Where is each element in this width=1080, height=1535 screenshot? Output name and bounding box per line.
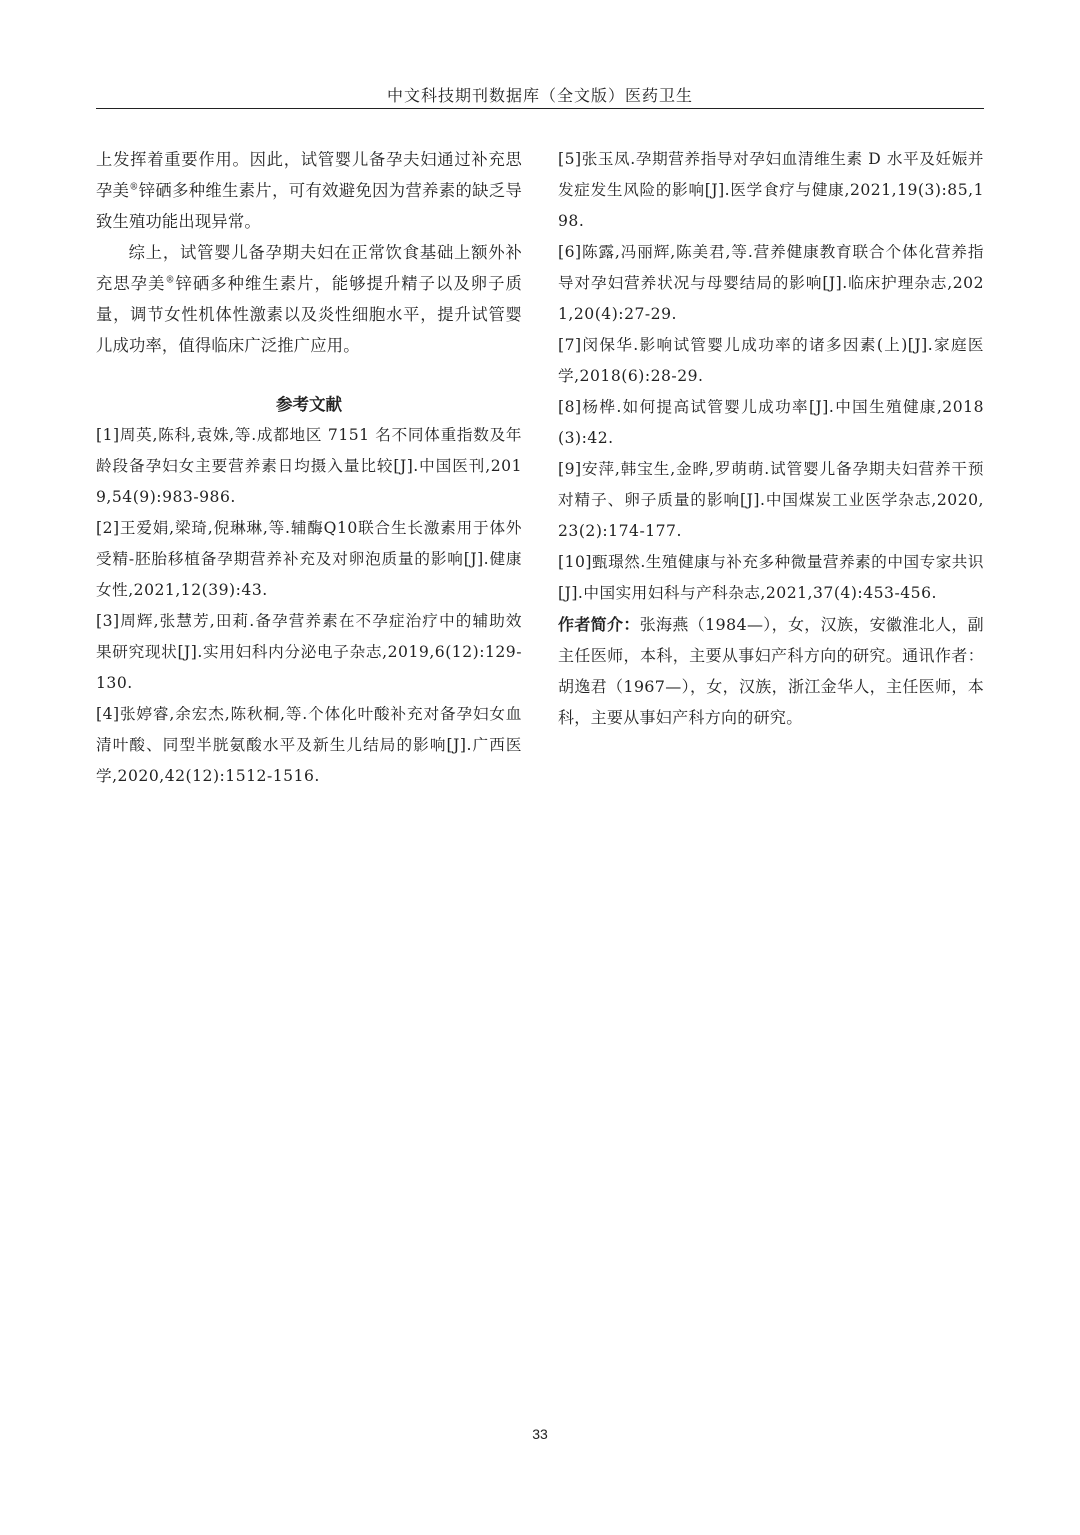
reference-item-1: [1]周英,陈科,袁姝,等.成都地区 7151 名不同体重指数及年龄段备孕妇女主要营养素日均摄入量比较[J].中国医刊,2019,54(9):983-986.: [96, 426, 522, 506]
para2-text-b: 锌硒多种维生素片，能够提升精子以及卵子质量，调节女性机体性激素以及炎性细胞水平，提升试管婴儿成功率，值得临床广泛推广应用。: [96, 274, 522, 355]
reference-item-8: [8]杨桦.如何提高试管婴儿成功率[J].中国生殖健康,2018(3):42.: [558, 398, 984, 447]
reference-item-7: [7]闵保华.影响试管婴儿成功率的诸多因素(上)[J].家庭医学,2018(6):28-29.: [558, 336, 984, 385]
right-column: [558, 144, 984, 733]
registered-mark: ®: [129, 182, 139, 193]
reference-item-10: [10]甄璟然.生殖健康与补充多种微量营养素的中国专家共识[J].中国实用妇科与产科杂志,2021,37(4):453-456.: [558, 553, 984, 602]
para1-text-b: 锌硒多种维生素片，可有效避免因为营养素的缺乏导致生殖功能出现异常。: [96, 181, 522, 231]
reference-item-3: [3]周辉,张慧芳,田莉.备孕营养素在不孕症治疗中的辅助效果研究现状[J].实用妇科内分泌电子杂志,2019,6(12):129-130.: [96, 612, 522, 692]
author-bio-label: 作者简介：: [558, 615, 640, 634]
header-rule: [96, 108, 984, 109]
para1-text-a: 上发挥着重要作用。因此，试管婴儿备孕夫妇通过补充思孕美: [96, 150, 522, 200]
author-bio-text: 张海燕（1984—），女，汉族，安徽淮北人，副主任医师，本科，主要从事妇产科方向的研究。通讯作者：胡逸君（1967—），女，汉族，浙江金华人，主任医师，本科，主要从事妇产科方向的研究。: [558, 615, 984, 727]
registered-mark: ®: [165, 275, 175, 286]
body-paragraph-2: [96, 237, 522, 361]
journal-header: 中文科技期刊数据库（全文版）医药卫生: [386, 86, 693, 105]
page-number: 33: [532, 1426, 548, 1442]
body-paragraph-1: [96, 144, 522, 237]
references-title: 参考文献: [276, 395, 342, 414]
reference-item-9: [9]安萍,韩宝生,金晔,罗萌萌.试管婴儿备孕期夫妇营养干预对精子、卵子质量的影响[J].中国煤炭工业医学杂志,2020,23(2):174-177.: [558, 460, 984, 540]
reference-item-4: [4]张婷睿,余宏杰,陈秋桐,等.个体化叶酸补充对备孕妇女血清叶酸、同型半胱氨酸水平及新生儿结局的影响[J].广西医学,2020,42(12):1512-1516.: [96, 705, 522, 785]
left-column: [96, 144, 522, 792]
reference-item-5: [5]张玉凤.孕期营养指导对孕妇血清维生素 D 水平及妊娠并发症发生风险的影响[J].医学食疗与健康,2021,19(3):85,198.: [558, 150, 984, 230]
reference-item-6: [6]陈露,冯丽辉,陈美君,等.营养健康教育联合个体化营养指导对孕妇营养状况与母婴结局的影响[J].临床护理杂志,2021,20(4):27-29.: [558, 243, 984, 323]
para2-text-a: 综上，试管婴儿备孕期夫妇在正常饮食基础上额外补充思孕美: [96, 243, 522, 293]
reference-item-2: [2]王爱娟,梁琦,倪琳琳,等.辅酶Q10联合生长激素用于体外受精-胚胎移植备孕期营养补充及对卵泡质量的影响[J].健康女性,2021,12(39):43.: [96, 519, 522, 599]
author-bio: [558, 609, 984, 733]
